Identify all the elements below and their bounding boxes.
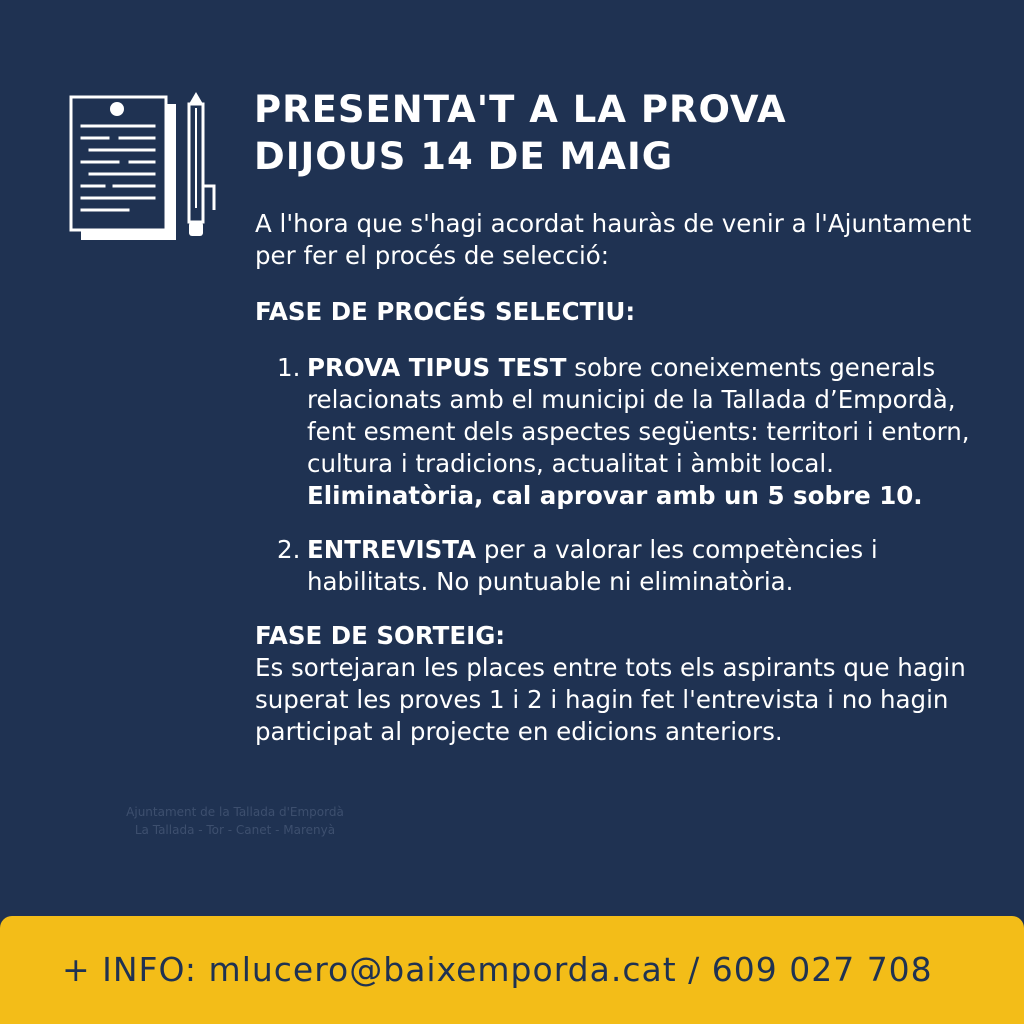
list-number: 2. <box>277 535 301 564</box>
watermark-line-1: Ajuntament de la Tallada d'Empordà <box>126 805 344 819</box>
list-item-lead: PROVA TIPUS TEST <box>307 353 567 382</box>
main-content <box>255 208 975 748</box>
document-pencil-icon <box>68 90 223 250</box>
list-number: 1. <box>277 353 301 382</box>
page-title <box>254 86 974 180</box>
phase1-list <box>255 352 975 598</box>
phase2-heading: FASE DE SORTEIG: <box>255 621 506 650</box>
watermark <box>90 803 380 839</box>
list-item-text: per a valorar les competències i habilitats. No puntuable ni eliminatòria. <box>307 535 878 596</box>
document-icon <box>71 97 176 240</box>
list-item-lead: ENTREVISTA <box>307 535 477 564</box>
phase2-section <box>255 620 975 748</box>
list-item-text: sobre coneixements generals relacionats amb el municipi de la Tallada d’Empordà, fent esment dels aspectes següents: territori i entorn, cultura i tradicions, actualitat i àmbit local. <box>307 353 970 478</box>
contact-info: + INFO: mlucero@baixemporda.cat / 609 027 708 <box>62 950 933 989</box>
phase2-text: Es sortejaran les places entre tots els aspirants que hagin superat les proves 1 i 2 i hagin fet l'entrevista i no hagin participat al projecte en edicions anteriors. <box>255 653 966 746</box>
phase1-heading: FASE DE PROCÉS SELECTIU: <box>255 297 636 326</box>
watermark-line-2: La Tallada - Tor - Canet - Marenyà <box>134 823 336 837</box>
list-item-test <box>255 352 975 512</box>
intro-text: A l'hora que s'hagi acordat hauràs de venir a l'Ajuntament per fer el procés de selecció: <box>255 209 972 270</box>
list-item-interview <box>255 534 975 598</box>
title-line-2: DIJOUS 14 DE MAIG <box>254 135 674 178</box>
list-item-emphasis: Eliminatòria, cal aprovar amb un 5 sobre 10. <box>307 481 923 510</box>
title-line-1: PRESENTA'T A LA PROVA <box>254 88 787 131</box>
pencil-icon <box>189 92 214 236</box>
